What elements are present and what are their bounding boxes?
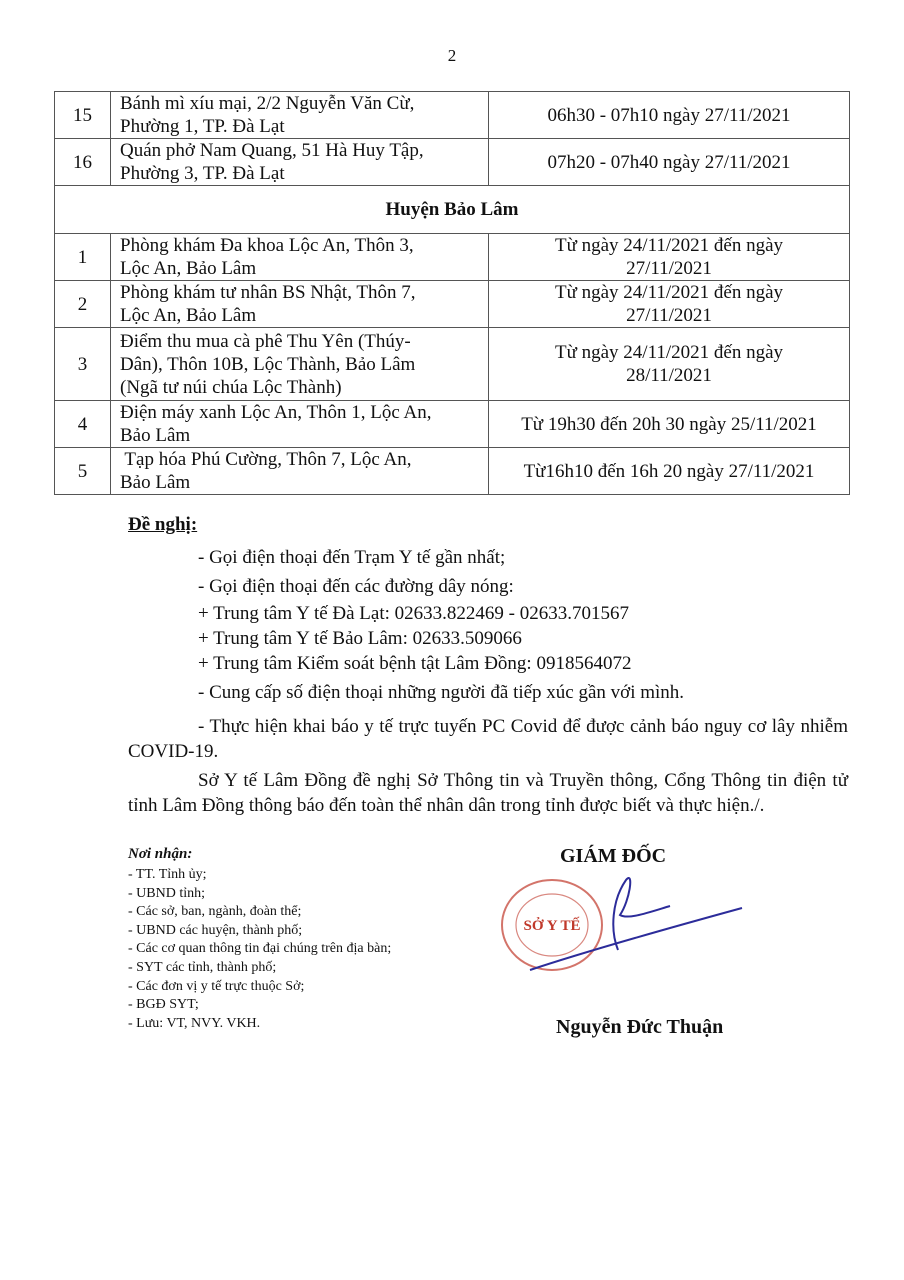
signer-name: Nguyễn Đức Thuận [556, 1016, 724, 1038]
time-cell [489, 328, 850, 401]
location-cell [111, 92, 489, 139]
row-number: 2 [55, 281, 111, 328]
location-line: (Ngã tư núi chúa Lộc Thành) [120, 376, 342, 398]
location-cell [111, 281, 489, 328]
table-row [55, 234, 850, 281]
location-line: Điểm thu mua cà phê Thu Yên (Thúy- [120, 330, 411, 352]
declaration-paragraph: - Thực hiện khai báo y tế trực tuyến PC Covid để được cảnh báo nguy cơ lây nhiễm COVID-19. [128, 716, 848, 762]
time-line: 27/11/2021 [626, 305, 712, 326]
location-schedule-table [54, 91, 850, 495]
table-row [55, 92, 850, 139]
location-cell [111, 401, 489, 448]
row-number: 15 [55, 92, 111, 139]
recommendation-heading: Đề nghị: [128, 514, 198, 535]
section-row [55, 186, 850, 234]
table-row [55, 401, 850, 448]
location-line: Quán phở Nam Quang, 51 Hà Huy Tập, [120, 140, 424, 161]
handwritten-signature [500, 870, 750, 980]
location-line: Phòng khám tư nhân BS Nhật, Thôn 7, [120, 282, 416, 303]
recipients-list [128, 866, 391, 1033]
location-line: Điện máy xanh Lộc An, Thôn 1, Lộc An, [120, 402, 432, 423]
location-cell [111, 328, 489, 401]
recommendation-item: - Cung cấp số điện thoại những người đã tiếp xúc gần với mình. [198, 682, 685, 703]
time-cell [489, 234, 850, 281]
time-line: 27/11/2021 [626, 258, 712, 279]
location-cell [111, 234, 489, 281]
location-line: Tạp hóa Phú Cường, Thôn 7, Lộc An, [120, 449, 412, 470]
hotline-item: + Trung tâm Kiểm soát bệnh tật Lâm Đồng: 0918564072 [198, 653, 632, 674]
signer-title: GIÁM ĐỐC [560, 845, 667, 867]
time-line: Từ ngày 24/11/2021 đến ngày [554, 342, 784, 363]
location-line: Phường 3, TP. Đà Lạt [120, 163, 285, 184]
table-row [55, 281, 850, 328]
location-cell [111, 448, 489, 495]
row-number: 3 [55, 328, 111, 401]
table-row [55, 448, 850, 495]
recipient-item: - Các sở, ban, ngành, đoàn thể; [128, 904, 302, 920]
recipient-item: - Lưu: VT, NVY. VKH. [128, 1015, 261, 1031]
time-line: 28/11/2021 [626, 365, 712, 386]
signature-stroke [530, 908, 742, 970]
time-cell: 07h20 - 07h40 ngày 27/11/2021 [489, 139, 850, 186]
recommendation-item: - Gọi điện thoại đến Trạm Y tế gần nhất; [198, 547, 506, 568]
time-cell: Từ 19h30 đến 20h 30 ngày 25/11/2021 [489, 401, 850, 448]
row-number: 1 [55, 234, 111, 281]
recipient-item: - UBND tỉnh; [128, 885, 205, 901]
time-line: Từ ngày 24/11/2021 đến ngày [554, 282, 784, 303]
location-line: Phòng khám Đa khoa Lộc An, Thôn 3, [120, 235, 414, 256]
recipient-item: - Các cơ quan thông tin đại chúng trên địa bàn; [128, 941, 392, 957]
recipient-item: - SYT các tỉnh, thành phố; [128, 959, 277, 975]
row-number: 5 [55, 448, 111, 495]
recipients-title: Nơi nhận: [128, 846, 193, 862]
location-line: Lộc An, Bảo Lâm [120, 305, 257, 326]
recipient-item: - TT. Tỉnh ủy; [128, 867, 207, 882]
recipient-item: - Các đơn vị y tế trực thuộc Sở; [128, 978, 305, 994]
location-line: Bảo Lâm [120, 425, 191, 446]
location-line: Phường 1, TP. Đà Lạt [120, 116, 285, 137]
location-line: Bánh mì xíu mại, 2/2 Nguyễn Văn Cừ, [120, 93, 415, 114]
location-line: Lộc An, Bảo Lâm [120, 258, 257, 279]
time-cell [489, 281, 850, 328]
time-cell: Từ16h10 đến 16h 20 ngày 27/11/2021 [489, 448, 850, 495]
recommendation-item: - Gọi điện thoại đến các đường dây nóng: [198, 576, 514, 597]
row-number: 4 [55, 401, 111, 448]
hotline-item: + Trung tâm Y tế Bảo Lâm: 02633.509066 [198, 628, 522, 649]
page-number: 2 [447, 46, 457, 65]
location-line: Dân), Thôn 10B, Lộc Thành, Bảo Lâm [120, 353, 416, 375]
signature-stroke [613, 878, 670, 950]
recipient-item: - BGĐ SYT; [128, 997, 199, 1013]
time-line: Từ ngày 24/11/2021 đến ngày [554, 235, 784, 256]
table-row [55, 139, 850, 186]
section-title: Huyện Bảo Lâm [55, 186, 850, 234]
location-line: Bảo Lâm [120, 472, 191, 493]
stamp-label: SỞ Y TẾ [523, 918, 581, 934]
closing-paragraph: Sở Y tế Lâm Đồng đề nghị Sở Thông tin và Truyền thông, Cổng Thông tin điện tử tỉnh Lâm Đồng thông báo đến toàn thể nhân dân trong tỉnh được biết và thực hiện./. [128, 770, 848, 816]
table-row [55, 328, 850, 401]
row-number: 16 [55, 139, 111, 186]
location-cell [111, 139, 489, 186]
hotline-item: + Trung tâm Y tế Đà Lạt: 02633.822469 - 02633.701567 [198, 603, 629, 624]
time-cell: 06h30 - 07h10 ngày 27/11/2021 [489, 92, 850, 139]
recipient-item: - UBND các huyện, thành phố; [128, 922, 303, 938]
